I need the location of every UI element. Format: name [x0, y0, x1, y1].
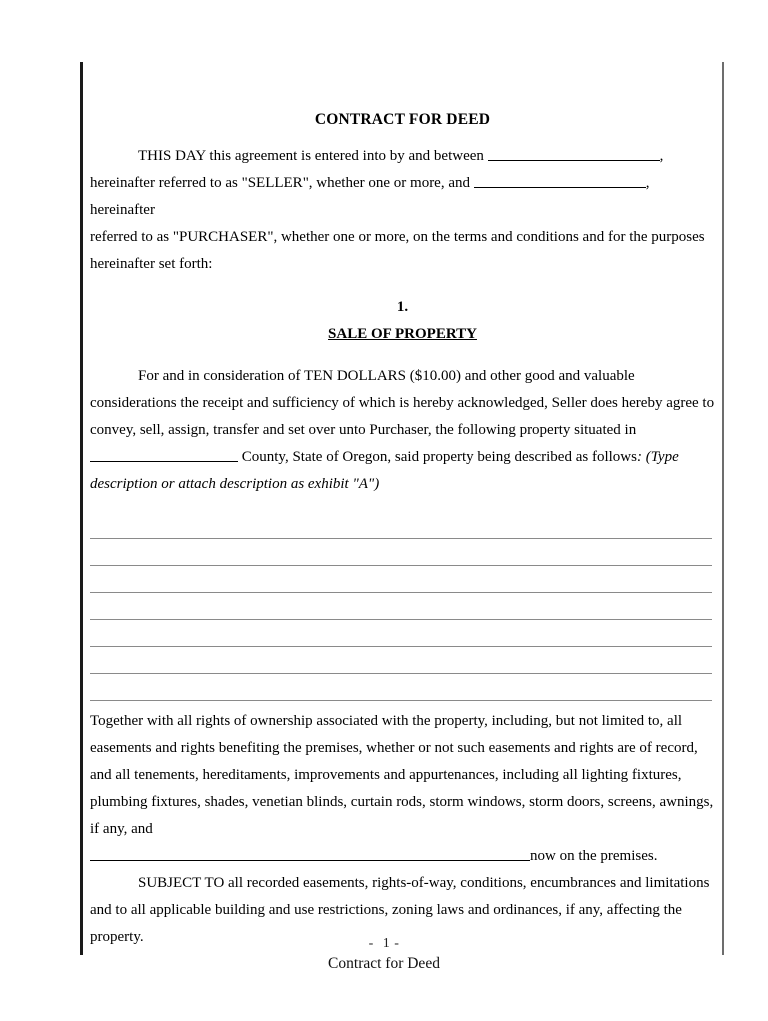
page-left-rule	[80, 62, 83, 955]
document-body	[90, 62, 715, 951]
subject-to-text: SUBJECT TO all recorded easements, rights-of-way, conditions, encumbrances and limitations and to all applicable building and use restrictions, zoning laws and ordinances, if any, affecting the property.	[90, 874, 710, 945]
intro-after-second-blank: , hereinafter	[90, 174, 650, 218]
page-footer	[0, 934, 768, 975]
section-1-heading	[90, 321, 715, 348]
intro-line4: hereinafter set forth:	[90, 255, 213, 272]
section-1-county-text: County, State of Oregon, said property being described as follows	[241, 448, 637, 465]
county-blank[interactable]	[90, 448, 238, 462]
page-number-line	[0, 934, 768, 953]
section-1-body	[90, 363, 715, 498]
property-description-lines	[90, 519, 715, 708]
intro-line2-text: hereinafter referred to as "SELLER", whether one or more, and	[90, 174, 471, 191]
intro-lead-text: THIS DAY this agreement is entered into by and between	[138, 147, 484, 164]
description-blank-line[interactable]	[90, 546, 715, 573]
together-with-text: Together with all rights of ownership associated with the property, including, but not limited to, all easements and rights benefiting the premises, whether or not such easements and rights are of record, and all tenements, hereditaments, improvements and appurtenances, including all lighting fixtures, plumbing fixtures, shades, venetian blinds, curtain rods, storm windows, storm doors, screens, awnings, if any, and	[90, 712, 714, 837]
page-number-prefix: -	[368, 936, 374, 951]
section-1-italic-note: : (Type description or attach description as exhibit "A")	[90, 448, 679, 492]
description-blank-line[interactable]	[90, 519, 715, 546]
intro-after-first-blank: ,	[659, 147, 664, 164]
together-with-paragraph	[90, 708, 715, 870]
purchaser-name-blank[interactable]	[474, 174, 646, 188]
page-number-value: 1	[382, 936, 391, 951]
document-title: CONTRACT FOR DEED	[314, 111, 491, 128]
description-blank-line[interactable]	[90, 627, 715, 654]
description-blank-line[interactable]	[90, 681, 715, 708]
description-blank-line[interactable]	[90, 654, 715, 681]
intro-line3: referred to as "PURCHASER", whether one or more, on the terms and conditions and for the purposes	[90, 228, 705, 245]
page-number-suffix: -	[394, 936, 400, 951]
description-blank-line[interactable]	[90, 573, 715, 600]
together-with-after-blank: now on the premises.	[530, 847, 658, 864]
section-1-body-text: For and in consideration of TEN DOLLARS ($10.00) and other good and valuable considerations the receipt and sufficiency of which is hereby acknowledged, Seller does hereby agree to convey, sell, assign, transfer and set over unto Purchaser, the following property situated in	[90, 367, 715, 438]
section-1-heading-text: SALE OF PROPERTY	[328, 325, 477, 342]
premises-items-blank[interactable]	[90, 847, 530, 861]
section-1-number: 1.	[396, 298, 409, 315]
footer-document-name: Contract for Deed	[328, 955, 440, 972]
seller-name-blank[interactable]	[488, 147, 660, 161]
description-blank-line[interactable]	[90, 600, 715, 627]
page-right-rule	[722, 62, 724, 955]
intro-paragraph	[90, 143, 715, 278]
